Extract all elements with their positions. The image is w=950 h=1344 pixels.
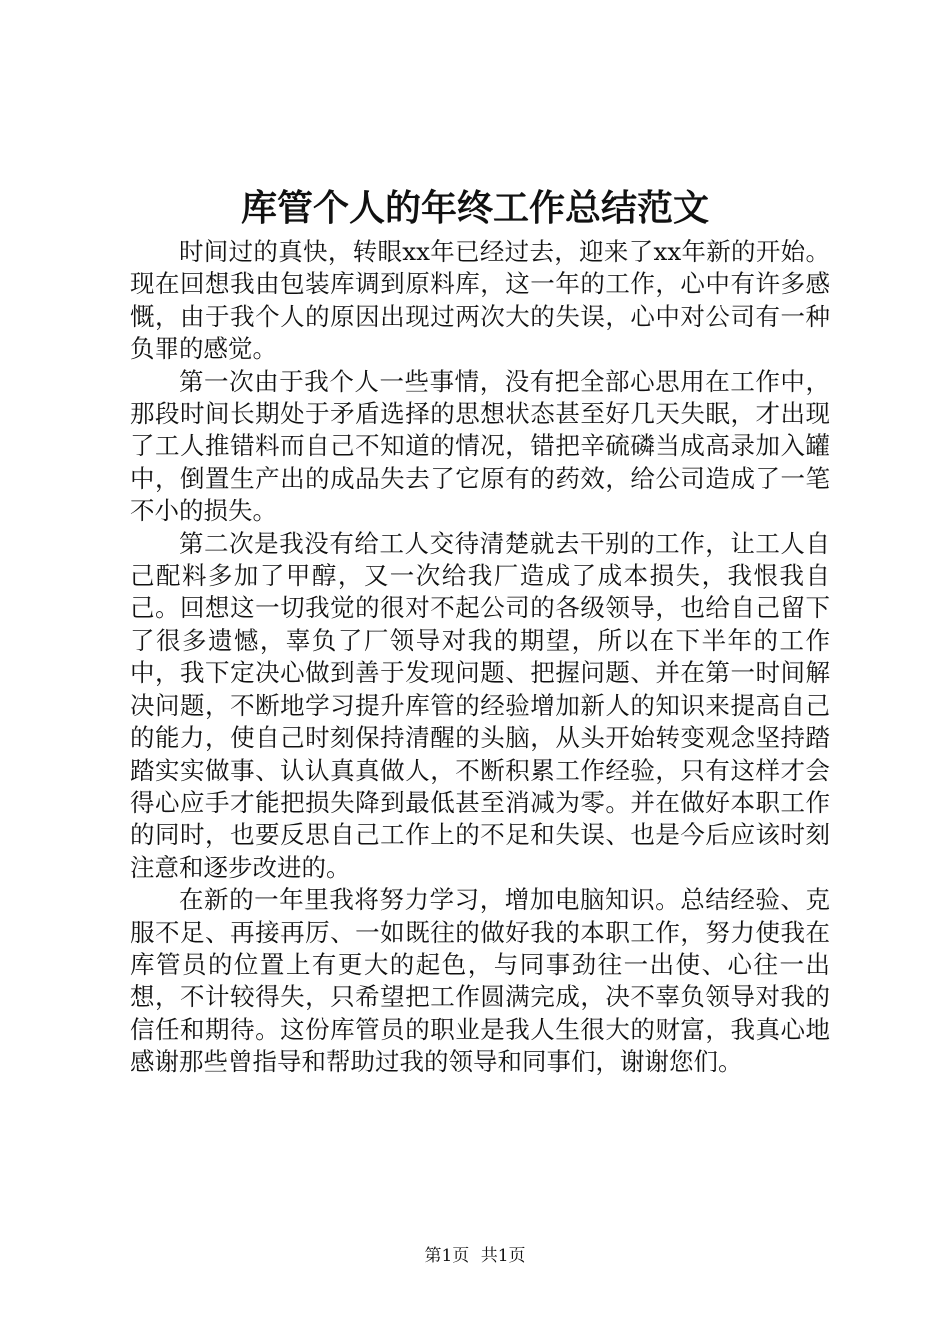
- page-total: 共1页: [480, 1246, 526, 1266]
- paragraph-4: 在新的一年里我将努力学习，增加电脑知识。总结经验、克服不足、再接再厉、一如既往的做好我的本职工作，努力使我在库管员的位置上有更大的起色，与同事劲往一出使、心往一出想，不计较得失，只希望把工作圆满完成，决不辜负领导对我的信任和期待。这份库管员的职业是我人生很大的财富，我真心地感谢那些曾指导和帮助过我的领导和同事们，谢谢您们。: [130, 885, 830, 1077]
- paragraph-2: 第一次由于我个人一些事情，没有把全部心思用在工作中，那段时间长期处于矛盾选择的思想状态甚至好几天失眠，才出现了工人推错料而自己不知道的情况，错把辛硫磷当成高录加入罐中，倒置生产出的成品失去了它原有的药效，给公司造成了一笔不小的损失。: [130, 366, 830, 526]
- document-body: [130, 236, 830, 1079]
- paragraph-1: 时间过的真快，转眼xx年已经过去，迎来了xx年新的开始。现在回想我由包装库调到原料库，这一年的工作，心中有许多感慨，由于我个人的原因出现过两次大的失误，心中对公司有一种负罪的感觉。: [130, 237, 830, 364]
- document-title: 库管个人的年终工作总结范文: [240, 187, 709, 229]
- page-footer: [0, 1244, 950, 1268]
- paragraph-3: 第二次是我没有给工人交待清楚就去干别的工作，让工人自己配料多加了甲醇，又一次给我厂造成了成本损失，我恨我自己。回想这一切我觉的很对不起公司的各级领导，也给自己留下了很多遗憾，辜负了厂领导对我的期望，所以在下半年的工作中，我下定决心做到善于发现问题、把握问题、并在第一时间解决问题，不断地学习提升库管的经验增加新人的知识来提高自己的能力，使自己时刻保持清醒的头脑，从头开始转变观念坚持踏踏实实做事、认认真真做人，不断积累工作经验，只有这样才会得心应手才能把损失降到最低甚至消减为零。并在做好本职工作的同时，也要反思自己工作上的不足和失误、也是今后应该时刻注意和逐步改进的。: [130, 528, 830, 882]
- page-number: 第1页: [424, 1246, 470, 1266]
